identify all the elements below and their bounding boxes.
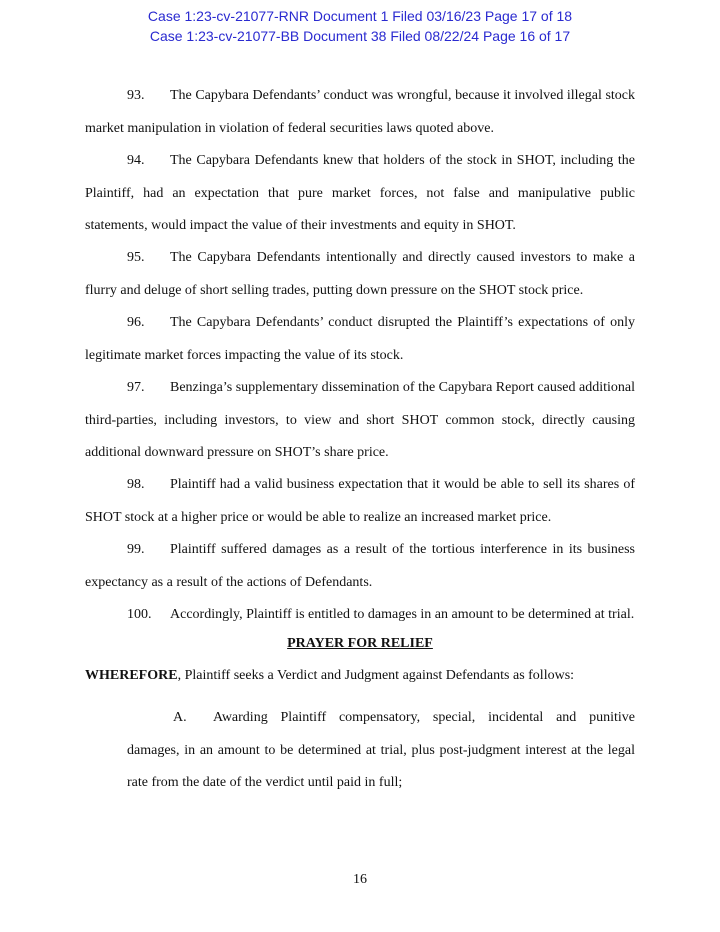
paragraph-text: Plaintiff had a valid business expectation that it would be able to sell its shares of SHOT stock at a higher price or would be able to realize an increased market price.	[85, 477, 635, 525]
paragraph-text: The Capybara Defendants intentionally and directly caused investors to make a flurry and deluge of short selling trades, putting down pressure on the SHOT stock price.	[85, 250, 635, 298]
paragraph-number: 94.	[127, 153, 145, 168]
paragraph-text: Benzinga’s supplementary dissemination of the Capybara Report caused additional third-parties, including investors, to view and short SHOT common stock, directly causing additional downward pressure on SHOT’s share price.	[85, 380, 635, 460]
relief-item-a	[127, 702, 635, 800]
paragraph-93	[85, 80, 635, 145]
paragraph-96	[85, 307, 635, 372]
case-header-stamp: Case 1:23-cv-21077-RNR Document 1 Filed 03/16/23 Page 17 of 18	[147, 8, 573, 24]
paragraph-number: 93.	[127, 88, 145, 103]
paragraph-100	[85, 599, 635, 632]
paragraph-95	[85, 242, 635, 307]
paragraph-number: 95.	[127, 250, 145, 265]
prayer-for-relief-heading: PRAYER FOR RELIEF	[287, 636, 433, 651]
paragraph-text: Accordingly, Plaintiff is entitled to damages in an amount to be determined at trial.	[170, 607, 635, 622]
paragraph-text: Plaintiff suffered damages as a result of the tortious interference in its business expectancy as a result of the actions of Defendants.	[85, 542, 635, 590]
paragraph-99	[85, 534, 635, 599]
paragraph-number: 96.	[127, 315, 145, 330]
paragraph-number: 98.	[127, 477, 145, 492]
paragraph-text: The Capybara Defendants’ conduct was wrongful, because it involved illegal stock market manipulation in violation of federal securities laws quoted above.	[85, 88, 635, 136]
paragraph-text: The Capybara Defendants’ conduct disrupted the Plaintiff’s expectations of only legitimate market forces impacting the value of its stock.	[85, 315, 635, 363]
case-header-stamp-overlay: Case 1:23-cv-21077-BB Document 38 Filed 08/22/24 Page 16 of 17	[149, 28, 571, 44]
wherefore-clause	[85, 668, 574, 684]
relief-item-letter: A.	[173, 710, 187, 725]
page-number: 16	[353, 872, 367, 887]
paragraph-number: 99.	[127, 542, 145, 557]
relief-item-text: Awarding Plaintiff compensatory, special, incidental and punitive damages, in an amount to be determined at trial, plus post-judgment interest at the legal rate from the date of the verdict until paid in full;	[127, 710, 635, 790]
paragraph-text: The Capybara Defendants knew that holders of the stock in SHOT, including the Plaintiff, had an expectation that pure market forces, not false and manipulative public statements, would impact the value of their investments and equity in SHOT.	[85, 153, 635, 233]
wherefore-label: WHEREFORE	[85, 668, 178, 683]
wherefore-text: , Plaintiff seeks a Verdict and Judgment against Defendants as follows:	[177, 668, 575, 683]
paragraph-98	[85, 469, 635, 534]
paragraph-94	[85, 145, 635, 243]
paragraph-97	[85, 372, 635, 470]
paragraph-number: 97.	[127, 380, 145, 395]
paragraph-number: 100.	[127, 607, 152, 622]
